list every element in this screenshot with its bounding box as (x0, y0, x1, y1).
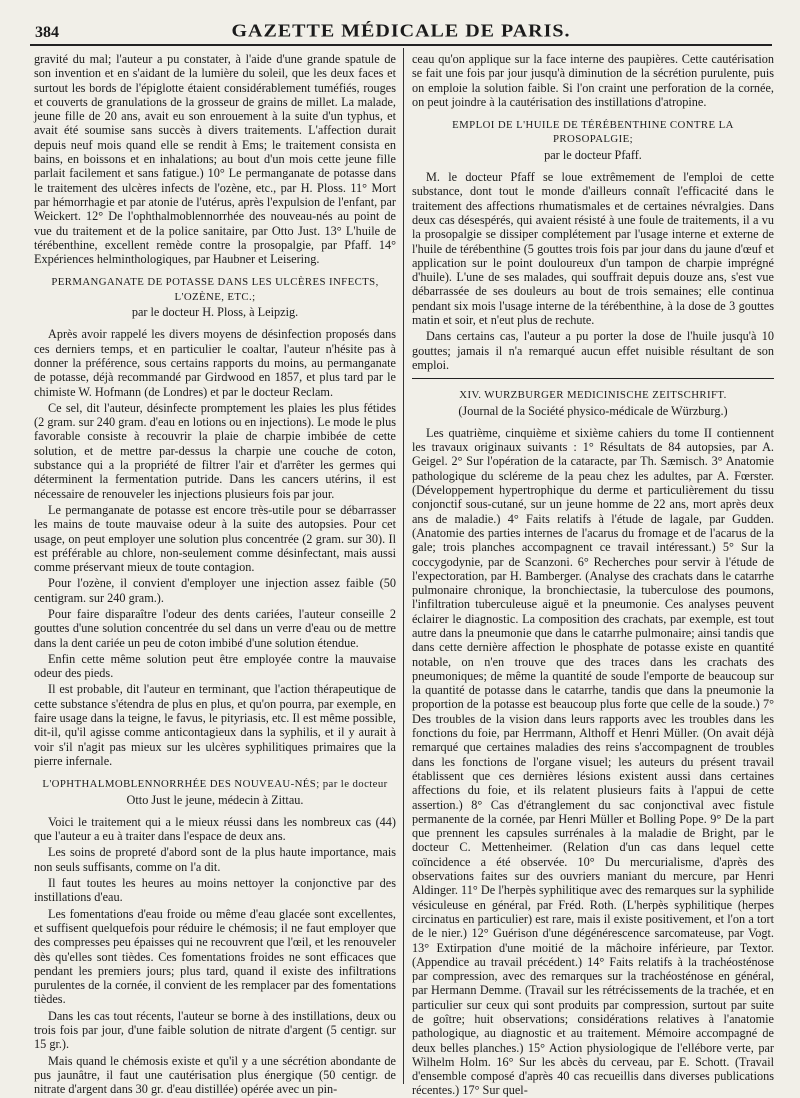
paragraph: M. le docteur Pfaff se loue extrêmement de l'emploi de cette substance, dont tout le monde d'ailleurs connaît l'efficacité dans le traitement des affections rhumatismales et de certaines névralgies. Dans deux cas désespérés, qui avaient résisté à une foule de traitements, il a vu la prosopalgie se dissiper complétement par l'usage interne et externe de l'huile de térébenthine (5 gouttes trois fois par jour dans du jaune d'œuf et application sur le point douloureux d'un tampon de charpie imprégné d'huile). L'une de ses malades, qui souffrait depuis douze ans, s'est vue débarrassée de ses douleurs au bout de trois semaines; elle continua pendant six mois l'usage interne de la térébenthine, à la dose de 3 gouttes matin et soir, et n'eut plus de rechute. (412, 170, 774, 328)
paragraph: Dans les cas tout récents, l'auteur se borne à des instillations, deux ou trois fois par jour, d'une faible solution de nitrate d'argent (5 centigr. sur 15 gr.). (34, 1008, 396, 1052)
right-column (412, 52, 774, 1098)
column-divider (403, 48, 404, 1084)
paragraph: Dans certains cas, l'auteur a pu porter la dose de l'huile jusqu'à 10 gouttes; jamais il n'a remarqué aucun effet nuisible résultant de son emploi. (412, 329, 774, 372)
section-author: Otto Just le jeune, médecin à Zittau. (126, 792, 304, 807)
section-rule (412, 378, 774, 379)
paragraph: Le permanganate de potasse est encore très-utile pour se débarrasser les mains de toute mauvaise odeur à la suite des autopsies. Pour cet usage, on peut employer une solution plus concentrée (2 gram. sur 30). Il est préférable au chlore, non-seulement comme désinfectant, mais aussi comme préservant mieux de toute contagion. (34, 502, 396, 575)
paragraph: Pour faire disparaître l'odeur des dents cariées, l'auteur conseille 2 gouttes d'une solution concentrée du sel dans un verre d'eau ou de mettre dans la dent cariée un peu de coton imbibé d'une solution étendue. (34, 606, 396, 650)
paragraph: Mais quand le chémosis existe et qu'il y a une sécrétion abondante de pus jaunâtre, il faut une cautérisation plus énergique (50 centigr. de nitrate d'argent dans 30 gr. d'eau distillée) opérée avec un pin- (34, 1053, 396, 1097)
paragraph: gravité du mal; l'auteur a pu constater, à l'aide d'une grande spatule de son invention et en s'aidant de la lumière du soleil, que les deux faces et surtout les bords de l'épiglotte étaient considérablement tuméfiés, rouges et couverts de granulations de la grosseur de grains de millet. La malade, jeune fille de 20 ans, avait eu son enrouement à la suite d'un typhus, et avait été soumise sans succès à divers traitements. L'affection durait depuis neuf mois quand elle se rendit à Ems; le traitement consista en bains, en boissons et en inhalations; au bout d'un mois cette jeune fille parlait facilement et sans fatigue.) 10° Le permanganate de potasse dans le traitement des ulcères infects de l'ozène, etc., par H. Ploss. 11° Mort par hémorrhagie et par atonie de l'utérus, après l'expulsion de l'enfant, par Weickert. 12° De l'ophthalmoblennorrhée des nouveau-nés au point de vue du traitement et de la police sanitaire, par Otto Just. 13° L'huile de térébenthine, excellent remède contre la prosopalgie, par Pfaff. 14° Expériences helminthologiques, par Haubner et Leisering. (34, 52, 396, 267)
paragraph: Voici le traitement qui a le mieux réussi dans les nombreux cas (44) que l'auteur a eu à traiter dans l'espace de deux ans. (34, 814, 396, 844)
journal-title: GAZETTE MÉDICALE DE PARIS. (231, 20, 571, 42)
page-number: 384 (35, 24, 59, 41)
paragraph: Il est probable, dit l'auteur en terminant, que l'action thérapeutique de cette substance s'étendra de plus en plus, et qu'on pourra, par exemple, en faire usage dans la teigne, le favus, le pityriasis, etc. Il est même possible, dit-il, qu'il agisse comme anticontagieux dans la syphilis, et il y aurait à voir s'il n'agit pas mieux sur les ulcères syphilitiques primaires que la pierre infernale. (34, 682, 396, 768)
section-author: par le docteur H. Ploss, à Leipzig. (131, 305, 299, 320)
section-subtitle: (Journal de la Société physico-médicale de Würzburg.) (458, 403, 728, 418)
page-header (30, 14, 772, 46)
section-heading-permanganate: PERMANGANATE DE POTASSE DANS LES ULCÈRES INFECTS, L'OZÈNE, ETC.; (51, 276, 379, 303)
paragraph: Ce sel, dit l'auteur, désinfecte promptement les plaies les plus fétides (2 gram. sur 240 gram. d'eau en lotions ou en injections). Le mode le plus favorable consiste à recouvrir la plaie de charpie imbibée de cette solution, et de mettre par-dessus la charpie une couche de coton, substance qui a la propriété de filtrer l'air et d'arrêter les germes qui déterminent la fermentation putride. Dans les cancers utérins, il est nécessaire de renouveler les injections plusieurs fois par jour. (34, 400, 396, 501)
left-column (34, 52, 396, 1097)
paragraph: Il faut toutes les heures au moins nettoyer la conjonctive par des instillations d'eau. (34, 876, 396, 905)
paragraph: Les soins de propreté d'abord sont de la plus haute importance, mais non seuls suffisants, comme on l'a dit. (34, 845, 396, 874)
paragraph: Les quatrième, cinquième et sixième cahiers du tome II contiennent les travaux originaux suivants : 1° Résultats de 84 autopsies, par A. Geigel. 2° Sur l'opération de la cataracte, par Th. Sæmisch. 3° Anatomie pathologique du scléreme de la peau chez les adultes, par A. Fœrster. (Développement hypertrophique du derme et particulièrement du tissu conjonctif sous-cutané, sur un jeune homme de 22 ans, mort après deux ans de maladie.) 4° Faits relatifs à l'étude de lagale, par Gudden. (Anatomie des parties internes de l'acarus du fromage et de l'acarus de la gale; trois planches accompagnent ce travail intéressant.) 5° Sur la coccygodynie, par de Scanzoni. 6° Recherches pour servir à l'étude de l'expectoration, par H. Bamberger. (Analyse des crachats dans le catarrhe pulmonaire chronique, la bronchiectasie, la tuberculose des poumons, l'infiltration tuberculeuse aiguë et la pneumonie. Ces analyses peuvent éclairer le diagnostic. La composition des crachats, par exemple, est tout autre dans la pneumonie que dans le catarrhe pulmonaire; ainsi tandis que dans cette dernière affection le phosphate de potasse existe en quantité notable, on n'en trouve que des traces dans les crachats des pneumoniques; de même la quantité de soude l'emporte de beaucoup sur la quantité de potasse dans le catarrhe, tandis que dans la pneumonie la proportion de la potasse est beaucoup plus forte que celle de la soude.) 7° Des troubles de la vision dans leurs rapports avec les troubles dans les fonctions du foie, par Herrmann, Althoff et Henri Müller. (On avait déjà remarqué que certaines maladies des reins s'accompagnent de troubles dans les fonctions de l'organe visuel; les auteurs du présent travail établissent que ces dernières lésions existent aussi dans certaines affections du foie, et ils relatent plusieurs faits à l'appui de cette assertion.) 8° Cas d'étranglement du sac conjonctival avec fistule permanente de la cornée, par Henri Müller et Bolling Pope. 9° De la part que prennent les capsules surrénales à la maladie de Bright, par le docteur C. Mettenheimer. (Relation d'un cas dans lequel cette coïncidence a été observée. 10° Du mercurialisme, d'après des observations faites sur des ouvriers maniant du mercure, par Henri Aldinger. 11° De l'herpès syphilitique avec des remarques sur la syphilide vésiculeuse en général, par Fréd. Roth. (L'herpès syphilitique (herpes circinatus en particulier) est rare, mais il existe positivement, et l'on a tort de le nier.) 12° Guérison d'une dégénérescence sarcomateuse, par Vogt. 13° Extirpation d'une moitié de la mâchoire inférieure, par Textor. (Appendice au travail précédent.) 14° Faits relatifs à la trachéosténose par compression, avec des remarques sur la trachéosténose en général, par Hermann Demme. (Travail sur les rétrécissements de la trachée, et en particulier sur ceux qui sont produits par compression, surtout par suite de goître; huit observations; considérations relatives à l'anatomie pathologique, au diagnostic et au traitement. Mémoire accompagné de deux belles planches.) 15° Action physiologique de l'ellébore verte, par Wilhelm Holm. 16° Sur les abcès du cerveau, par E. Schott. (Travail d'ensemble composé d'après 40 cas recueillis dans diverses publications récentes.) 17° Sur quel- (412, 425, 774, 1098)
section-heading-wurzburger: XIV. WURZBURGER MEDICINISCHE ZEITSCHRIFT. (459, 389, 727, 402)
section-heading-terebenthine: EMPLOI DE L'HUILE DE TÉRÉBENTHINE CONTRE LA PROSOPALGIE; (452, 119, 734, 146)
paragraph: Enfin cette même solution peut être employée contre la mauvaise odeur des pieds. (34, 651, 396, 681)
section-author: par le docteur Pfaff. (544, 147, 642, 162)
paragraph: Pour l'ozène, il convient d'employer une injection assez faible (50 centigram. sur 240 gram.). (34, 576, 396, 605)
paragraph: ceau qu'on applique sur la face interne des paupières. Cette cautérisation se fait une fois par jour jusqu'à diminution de la sécrétion purulente, puis on emploie la solution faible. Si l'on craint une perforation de la cornée, on peut joindre à la cautérisation des instillations d'atropine. (412, 52, 774, 109)
paragraph: Après avoir rappelé les divers moyens de désinfection proposés dans ces derniers temps, et en particulier le coaltar, l'auteur n'hésite pas à donner la préférence, sous certains rapports du moins, au permanganate de potasse, déjà recommandé par Girdwood en 1857, et plus tard par le chimiste W. Hofmann (de Londres) et par le docteur Reclam. (34, 327, 396, 399)
paragraph: Les fomentations d'eau froide ou même d'eau glacée sont excellentes, et suffisent quelquefois pour réduire le chémosis; il ne faut employer que des compresses peu épaisses qui ne recouvrent que l'œil, et les renouveler dès qu'elles sont tièdes. Ces fomentations froides ne sont efficaces que pendant les premiers jours; plus tard, quand il existe des infiltrations purulentes de la cornée, il convient de les remplacer par des fomentations tièdes. (34, 906, 396, 1007)
section-heading-ophthalmoblennorrhee: L'OPHTHALMOBLENNORRHÉE DES NOUVEAU-NÉS; par le docteur (42, 778, 388, 791)
